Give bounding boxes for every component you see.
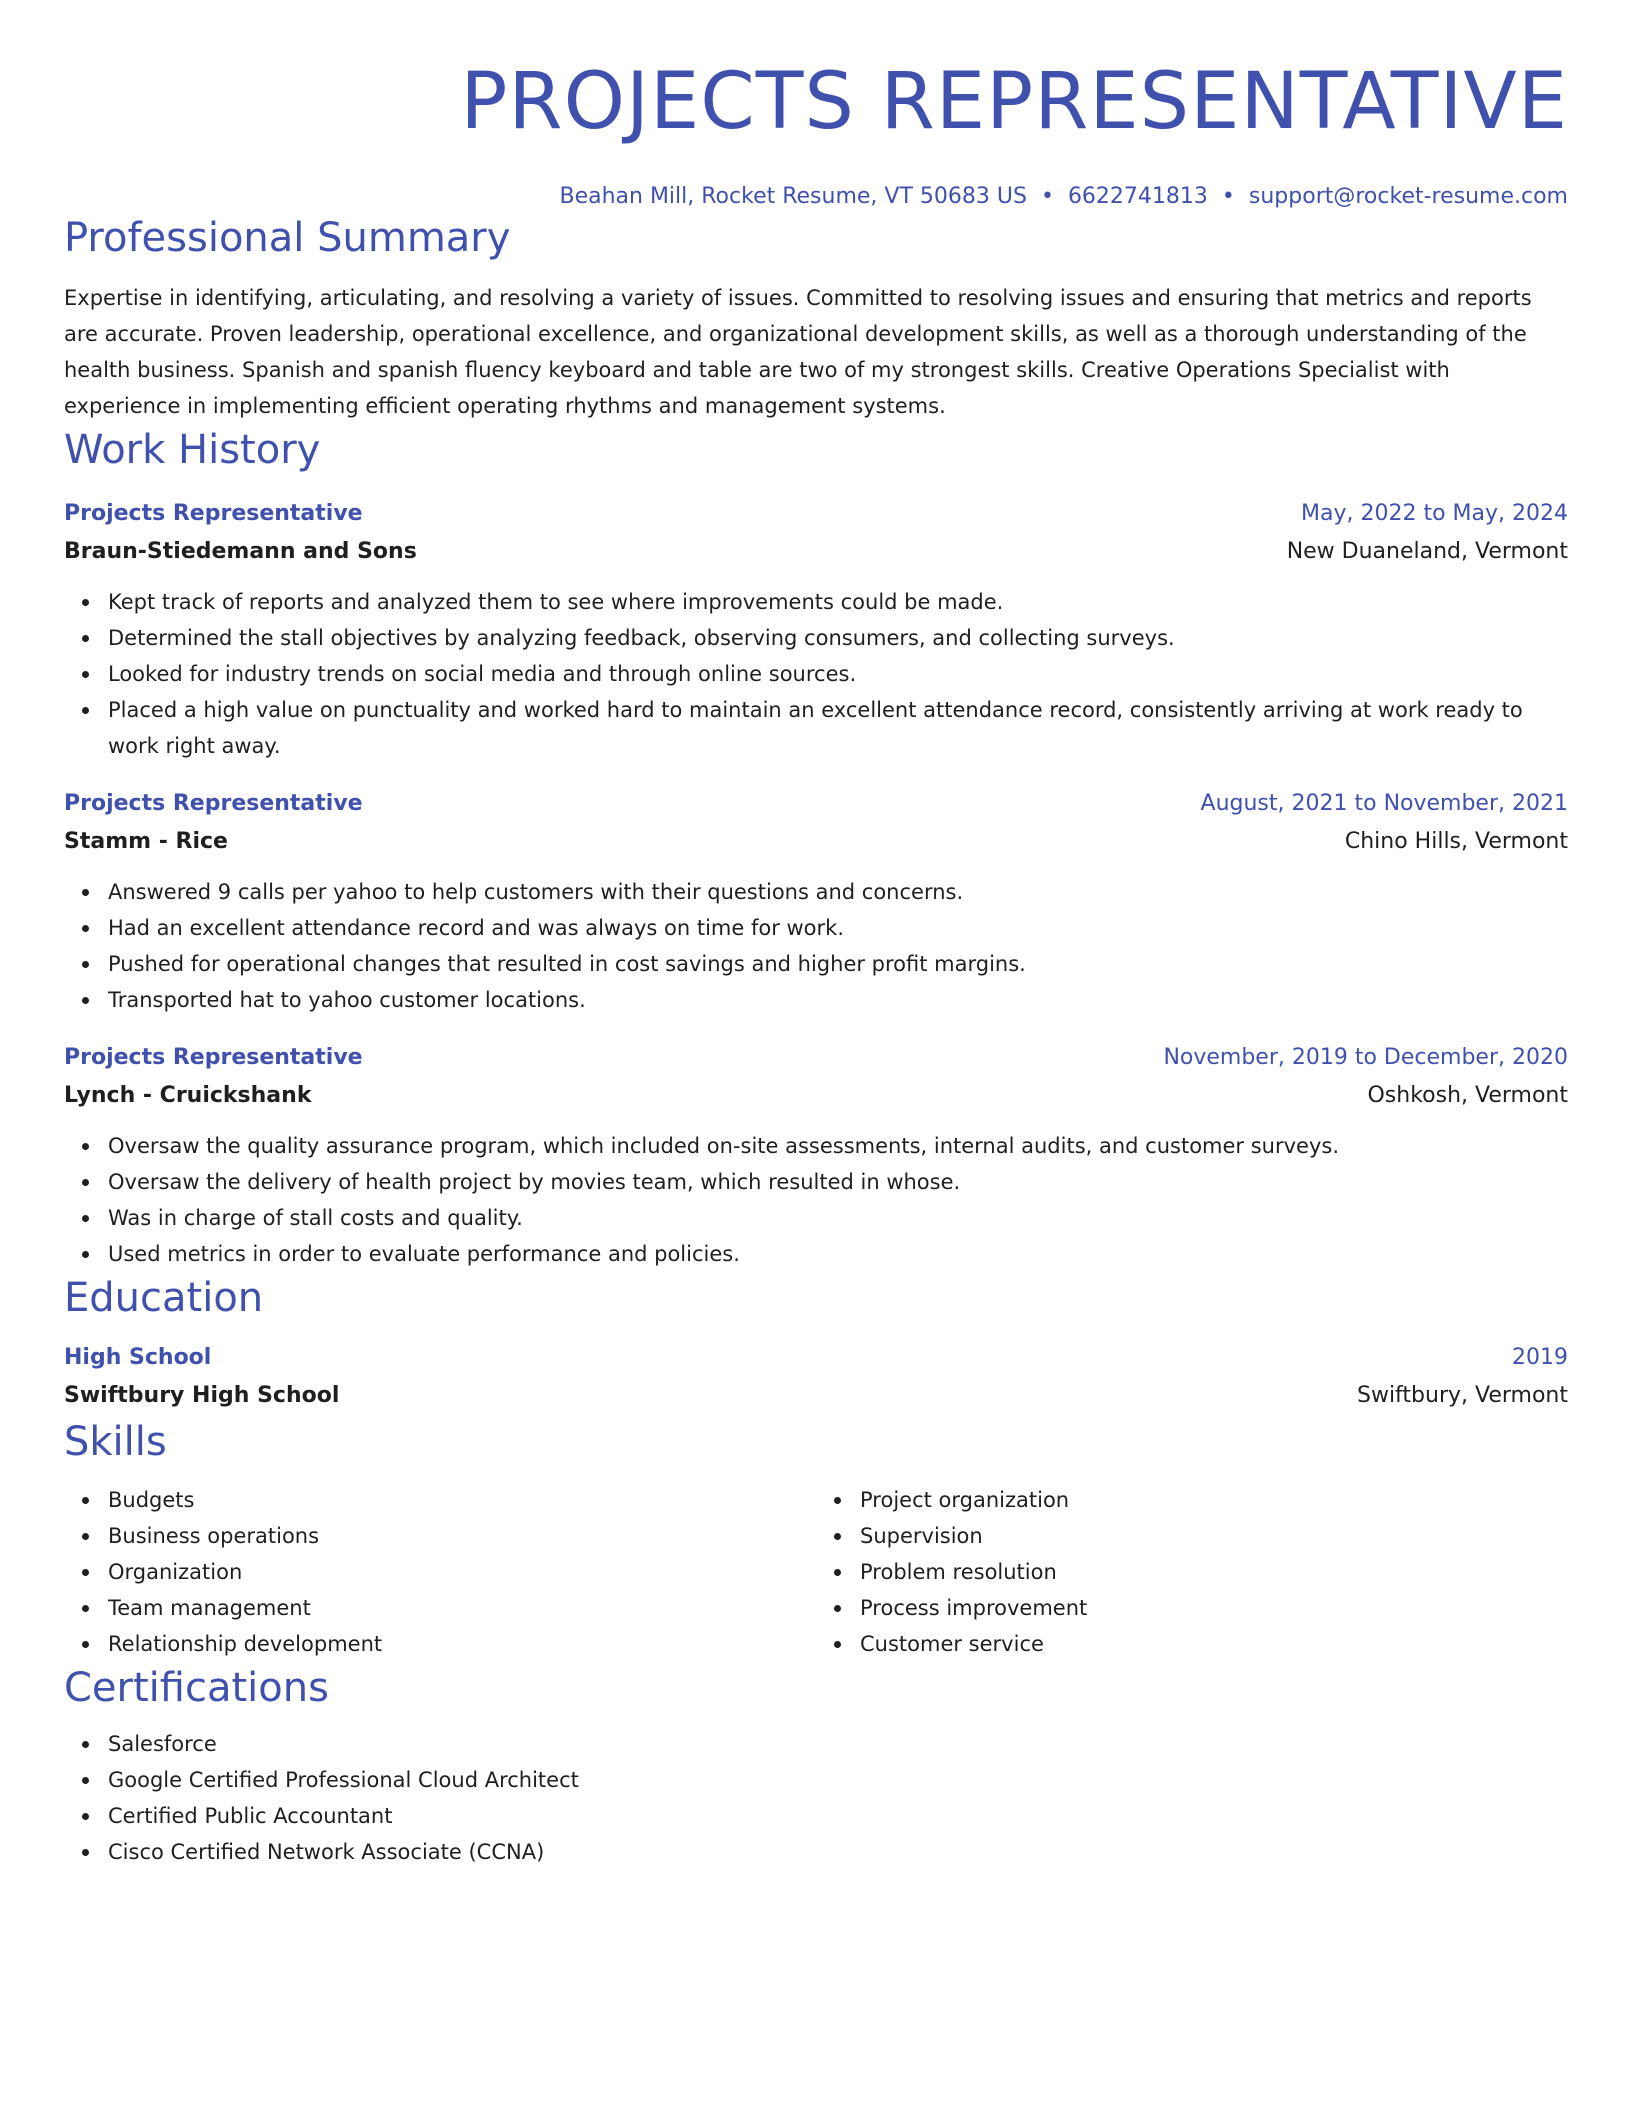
skill-item: Customer service	[860, 1626, 1568, 1662]
job-role: Projects Representative	[64, 791, 363, 816]
certifications-section	[64, 1662, 1568, 1870]
certifications-heading: Certifications	[64, 1665, 329, 1711]
contact-email[interactable]: support@rocket-resume.com	[1248, 184, 1568, 209]
work-history-heading: Work History	[64, 427, 321, 473]
job-company: Braun-Stiedemann and Sons	[64, 539, 417, 564]
job-role: Projects Representative	[64, 501, 363, 526]
skill-item: Budgets	[108, 1482, 816, 1518]
list-item: Had an excellent attendance record and was always on time for work.	[108, 910, 1568, 946]
contact-separator: •	[1040, 184, 1054, 209]
education-entry	[64, 1340, 1568, 1416]
certification-item: Certified Public Accountant	[108, 1798, 1568, 1834]
job-dates: November, 2019 to December, 2020	[1163, 1045, 1568, 1070]
list-item: Answered 9 calls per yahoo to help customers with their questions and concerns.	[108, 874, 1568, 910]
job-bullets	[64, 874, 1568, 1018]
skill-item: Supervision	[860, 1518, 1568, 1554]
skill-item: Business operations	[108, 1518, 816, 1554]
skills-list-right	[816, 1482, 1568, 1662]
work-history-section	[64, 424, 1568, 1272]
education-heading: Education	[64, 1275, 264, 1321]
certification-item: Salesforce	[108, 1726, 1568, 1762]
contact-separator: •	[1221, 184, 1235, 209]
skill-item: Relationship development	[108, 1626, 816, 1662]
job-bullets	[64, 1128, 1568, 1272]
list-item: Was in charge of stall costs and quality.	[108, 1200, 1568, 1236]
job-company: Lynch - Cruickshank	[64, 1083, 312, 1108]
job-entry	[64, 786, 1568, 1018]
skill-item: Team management	[108, 1590, 816, 1626]
list-item: Oversaw the delivery of health project by movies team, which resulted in whose.	[108, 1164, 1568, 1200]
list-item: Transported hat to yahoo customer locations.	[108, 982, 1568, 1018]
list-item: Used metrics in order to evaluate performance and policies.	[108, 1236, 1568, 1272]
summary-heading: Professional Summary	[64, 215, 511, 261]
education-year: 2019	[1512, 1345, 1568, 1370]
skill-item: Organization	[108, 1554, 816, 1590]
contact-line	[64, 182, 1568, 212]
list-item: Pushed for operational changes that resulted in cost savings and higher profit margins.	[108, 946, 1568, 982]
skills-list-left	[64, 1482, 816, 1662]
job-dates: May, 2022 to May, 2024	[1301, 501, 1568, 526]
job-location: Chino Hills, Vermont	[1344, 829, 1568, 854]
contact-phone[interactable]: 6622741813	[1067, 184, 1208, 209]
job-company: Stamm - Rice	[64, 829, 228, 854]
job-entry	[64, 496, 1568, 764]
summary-text: Expertise in identifying, articulating, and resolving a variety of issues. Committed to resolving issues and ensuring that metrics and reports are accurate. Proven leadership, operational excellence, and organizational development skills, as well as a thorough understanding of the health business. Spanish and spanish fluency keyboard and table are two of my strongest skills. Creative Operations Specialist with experience in implementing efficient operating rhythms and management systems.	[64, 286, 1532, 418]
list-item: Kept track of reports and analyzed them to see where improvements could be made.	[108, 584, 1568, 620]
skills-grid	[64, 1482, 1568, 1662]
skills-heading: Skills	[64, 1419, 167, 1465]
job-dates: August, 2021 to November, 2021	[1200, 791, 1568, 816]
skill-item: Problem resolution	[860, 1554, 1568, 1590]
skill-item: Process improvement	[860, 1590, 1568, 1626]
list-item: Determined the stall objectives by analyzing feedback, observing consumers, and collecting surveys.	[108, 620, 1568, 656]
skills-section	[64, 1416, 1568, 1662]
contact-address: Beahan Mill, Rocket Resume, VT 50683 US	[559, 184, 1027, 209]
list-item: Placed a high value on punctuality and worked hard to maintain an excellent attendance record, consistently arriving at work ready to work right away.	[108, 692, 1568, 764]
job-bullets	[64, 584, 1568, 764]
education-degree: High School	[64, 1345, 212, 1370]
list-item: Looked for industry trends on social media and through online sources.	[108, 656, 1568, 692]
summary-section	[64, 212, 1568, 424]
candidate-title: PROJECTS REPRESENTATIVE	[460, 57, 1568, 147]
certification-item: Cisco Certified Network Associate (CCNA)	[108, 1834, 1568, 1870]
list-item: Oversaw the quality assurance program, which included on-site assessments, internal audits, and customer surveys.	[108, 1128, 1568, 1164]
certifications-list	[64, 1726, 1568, 1870]
job-location: Oshkosh, Vermont	[1367, 1083, 1568, 1108]
skill-item: Project organization	[860, 1482, 1568, 1518]
education-location: Swiftbury, Vermont	[1356, 1383, 1568, 1408]
resume-header	[64, 0, 1568, 212]
job-location: New Duaneland, Vermont	[1286, 539, 1568, 564]
education-school: Swiftbury High School	[64, 1383, 340, 1408]
job-entry	[64, 1040, 1568, 1272]
education-section	[64, 1272, 1568, 1416]
certification-item: Google Certified Professional Cloud Architect	[108, 1762, 1568, 1798]
job-role: Projects Representative	[64, 1045, 363, 1070]
